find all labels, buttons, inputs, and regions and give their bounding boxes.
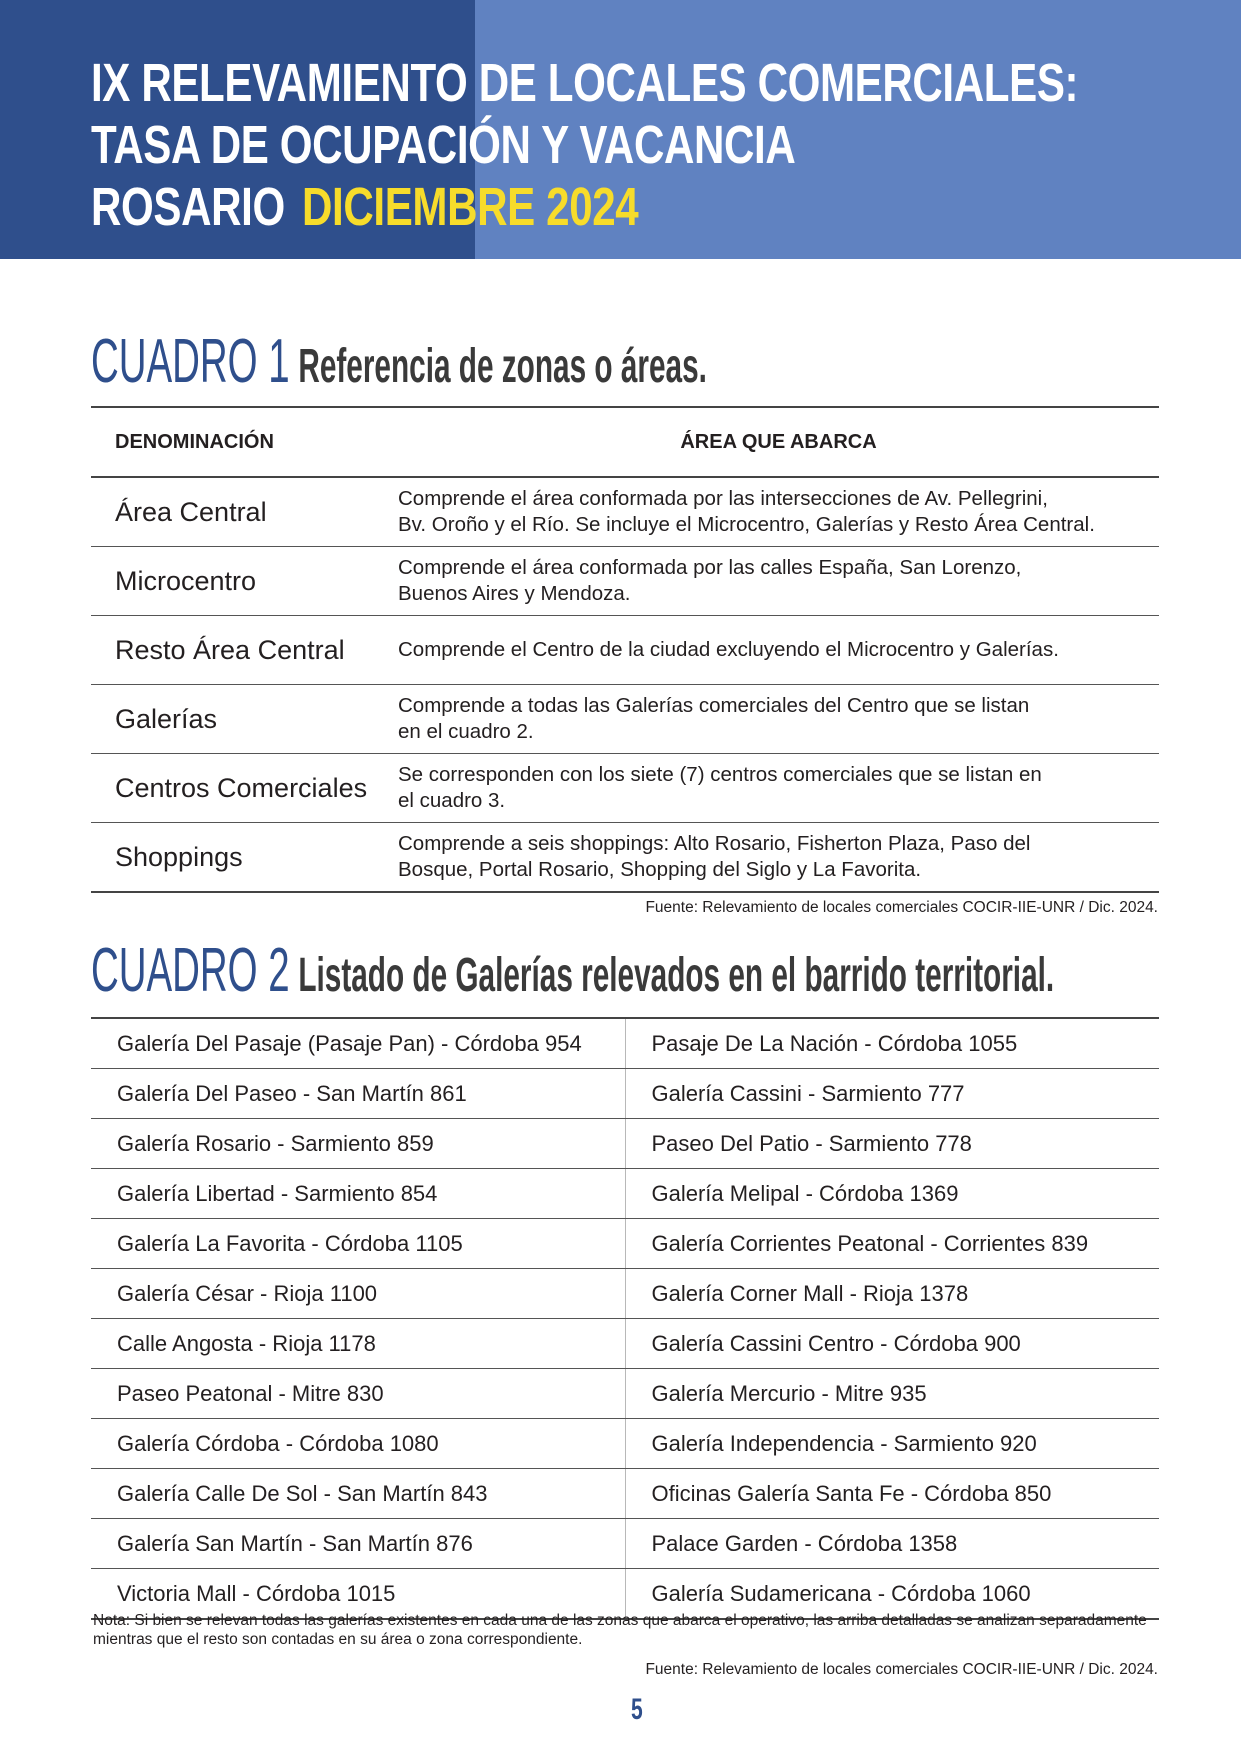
zone-description: [398, 823, 1159, 893]
gallery-cell: Galería Del Paseo - San Martín 861: [91, 1069, 625, 1119]
table-row: [91, 1469, 1159, 1519]
header-denominacion: DENOMINACIÓN: [91, 407, 398, 477]
zone-name: Área Central: [91, 477, 398, 547]
zone-description-line: Se corresponden con los siete (7) centros comerciales que se listan en: [398, 763, 1042, 786]
title-date: DICIEMBRE 2024: [302, 177, 639, 237]
cuadro2-number: CUADRO 2: [91, 936, 290, 1005]
gallery-cell: Paseo Del Patio - Sarmiento 778: [625, 1119, 1159, 1169]
title-line-2: TASA DE OCUPACIÓN Y VACANCIA: [91, 115, 796, 175]
zone-description-line: Comprende el Centro de la ciudad excluyendo el Microcentro y Galerías.: [398, 638, 1059, 661]
zone-description-line: Comprende a todas las Galerías comerciales del Centro que se listan: [398, 694, 1030, 717]
table-row: [91, 616, 1159, 685]
table-row: [91, 1369, 1159, 1419]
header-area: ÁREA QUE ABARCA: [398, 407, 1159, 477]
zone-description-line: en el cuadro 2.: [398, 720, 534, 743]
zone-name: Microcentro: [91, 547, 398, 616]
zone-name: Shoppings: [91, 823, 398, 893]
gallery-cell: Calle Angosta - Rioja 1178: [91, 1319, 625, 1369]
galleries-table: [91, 1017, 1159, 1620]
gallery-cell: Oficinas Galería Santa Fe - Córdoba 850: [625, 1469, 1159, 1519]
zone-name: Galerías: [91, 685, 398, 754]
table-row: [91, 823, 1159, 893]
gallery-cell: Galería Independencia - Sarmiento 920: [625, 1419, 1159, 1469]
table-row: [91, 1018, 1159, 1069]
gallery-cell: Galería Mercurio - Mitre 935: [625, 1369, 1159, 1419]
gallery-cell: Galería Rosario - Sarmiento 859: [91, 1119, 625, 1169]
gallery-cell: Palace Garden - Córdoba 1358: [625, 1519, 1159, 1569]
zone-description-line: Bosque, Portal Rosario, Shopping del Siglo y La Favorita.: [398, 858, 922, 881]
zone-name: Resto Área Central: [91, 616, 398, 685]
table-row: [91, 685, 1159, 754]
cuadro1-title: Referencia de zonas o áreas.: [298, 340, 707, 393]
gallery-cell: Pasaje De La Nación - Córdoba 1055: [625, 1018, 1159, 1069]
zone-description-line: Comprende el área conformada por las calles España, San Lorenzo,: [398, 556, 1022, 579]
table-row: [91, 754, 1159, 823]
cuadro1-heading: [91, 326, 707, 397]
zone-description: [398, 547, 1159, 616]
header-banner: [0, 0, 1241, 259]
table-row: [91, 1219, 1159, 1269]
gallery-cell: Galería César - Rioja 1100: [91, 1269, 625, 1319]
zone-description-line: Buenos Aires y Mendoza.: [398, 582, 631, 605]
table-row: [91, 1519, 1159, 1569]
gallery-cell: Galería Cassini Centro - Córdoba 900: [625, 1319, 1159, 1369]
report-title: [91, 52, 1078, 238]
zone-description: [398, 616, 1159, 685]
table-row: [91, 1169, 1159, 1219]
zone-description: [398, 754, 1159, 823]
gallery-cell: Galería Corrientes Peatonal - Corrientes 839: [625, 1219, 1159, 1269]
zones-table-header: [91, 407, 1159, 477]
title-city: ROSARIO: [91, 177, 285, 237]
cuadro2-title: Listado de Galerías relevados en el barrido territorial.: [298, 949, 1055, 1002]
gallery-cell: Galería Melipal - Córdoba 1369: [625, 1169, 1159, 1219]
zone-description-line: Bv. Oroño y el Río. Se incluye el Microcentro, Galerías y Resto Área Central.: [398, 513, 1095, 536]
zone-description-line: Comprende a seis shoppings: Alto Rosario, Fisherton Plaza, Paso del: [398, 832, 1031, 855]
table-row: [91, 477, 1159, 547]
zone-description: [398, 685, 1159, 754]
gallery-cell: Galería Córdoba - Córdoba 1080: [91, 1419, 625, 1469]
cuadro1-number: CUADRO 1: [91, 327, 290, 396]
title-line-1: IX RELEVAMIENTO DE LOCALES COMERCIALES:: [91, 53, 1079, 113]
zone-description-line: el cuadro 3.: [398, 789, 506, 812]
zone-description: [398, 477, 1159, 547]
gallery-cell: Victoria Mall - Córdoba 1015: [91, 1569, 625, 1620]
gallery-cell: Galería San Martín - San Martín 876: [91, 1519, 625, 1569]
gallery-cell: Galería Cassini - Sarmiento 777: [625, 1069, 1159, 1119]
cuadro2-note: Nota: Si bien se relevan todas las galerías existentes en cada una de las zonas que abarca el operativo, las arriba detalladas se analizan separadamente mientras que el resto son contadas en su área o zona correspondiente.: [93, 1612, 1147, 1648]
gallery-cell: Galería La Favorita - Córdoba 1105: [91, 1219, 625, 1269]
gallery-cell: Galería Calle De Sol - San Martín 843: [91, 1469, 625, 1519]
zone-name: Centros Comerciales: [91, 754, 398, 823]
table-row: [91, 1269, 1159, 1319]
cuadro1-source: Fuente: Relevamiento de locales comerciales COCIR-IIE-UNR / Dic. 2024.: [645, 899, 1158, 916]
gallery-cell: Galería Libertad - Sarmiento 854: [91, 1169, 625, 1219]
cuadro2-heading: [91, 935, 1054, 1006]
gallery-cell: Galería Corner Mall - Rioja 1378: [625, 1269, 1159, 1319]
table-row: [91, 1119, 1159, 1169]
gallery-cell: Galería Del Pasaje (Pasaje Pan) - Córdoba 954: [91, 1018, 625, 1069]
gallery-cell: Paseo Peatonal - Mitre 830: [91, 1369, 625, 1419]
cuadro2-source: Fuente: Relevamiento de locales comerciales COCIR-IIE-UNR / Dic. 2024.: [645, 1661, 1158, 1678]
table-row: [91, 1419, 1159, 1469]
table-row: [91, 547, 1159, 616]
page-number: 5: [631, 1693, 643, 1726]
table-row: [91, 1319, 1159, 1369]
table-row: [91, 1069, 1159, 1119]
title-line-3: [91, 176, 1078, 238]
zone-description-line: Comprende el área conformada por las intersecciones de Av. Pellegrini,: [398, 487, 1048, 510]
zones-table: [91, 406, 1159, 893]
gallery-cell: Galería Sudamericana - Córdoba 1060: [625, 1569, 1159, 1620]
